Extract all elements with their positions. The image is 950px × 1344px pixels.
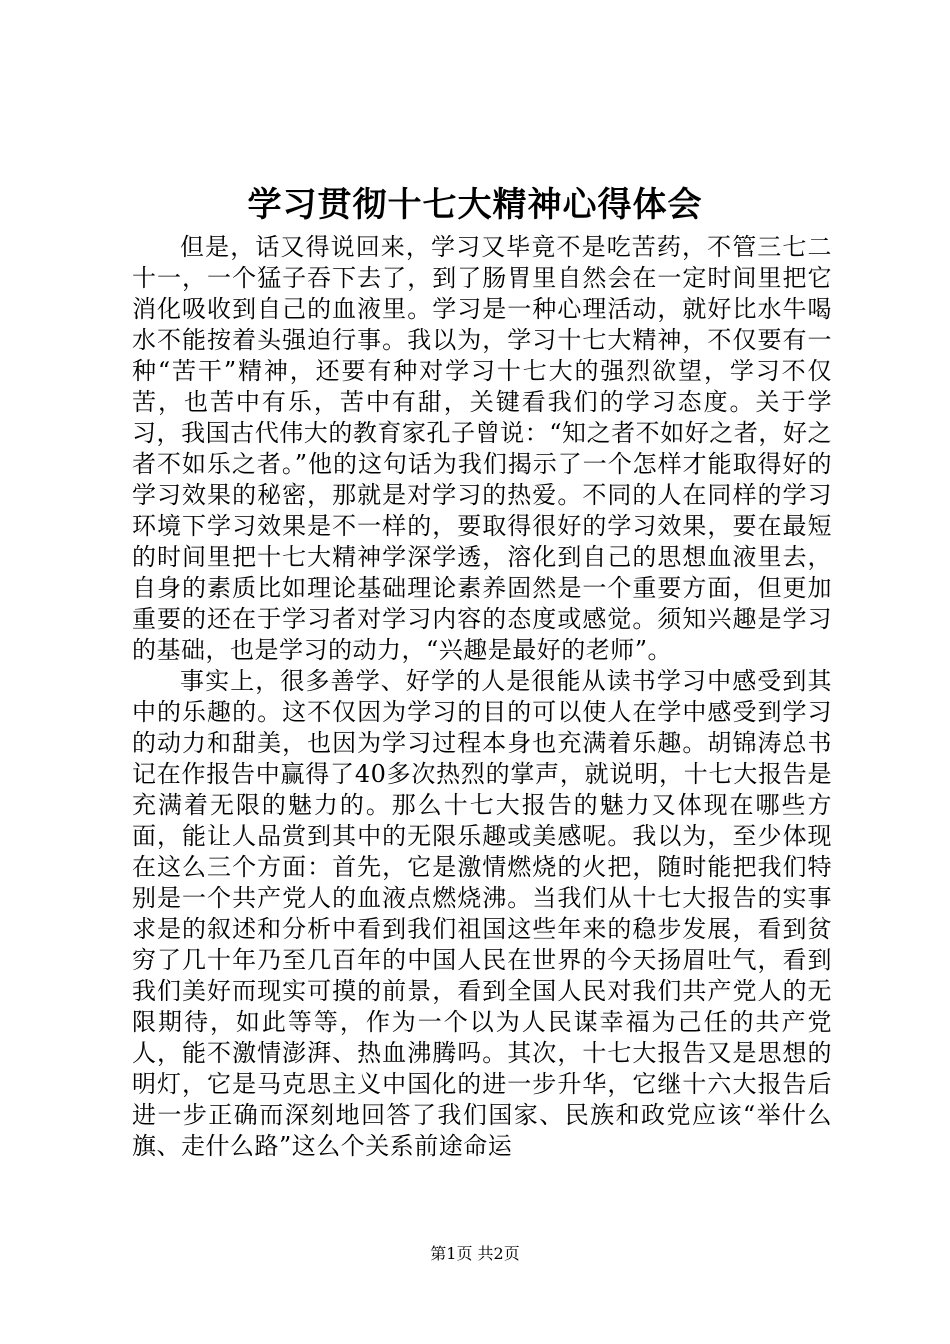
document-body	[132, 232, 832, 1162]
paragraph-2: 事实上，很多善学、好学的人是很能从读书学习中感受到其中的乐趣的。这不仅因为学习的目的可以使人在学中感受到学习的动力和甜美，也因为学习过程本身也充满着乐趣。胡锦涛总书记在作报告中赢得了40多次热烈的掌声，就说明，十七大报告是充满着无限的魅力的。那么十七大报告的魅力又体现在哪些方面，能让人品赏到其中的无限乐趣或美感呢。我以为，至少体现在这么三个方面：首先，它是激情燃烧的火把，随时能把我们特别是一个共产党人的血液点燃烧沸。当我们从十七大报告的实事求是的叙述和分析中看到我们祖国这些年来的稳步发展，看到贫穷了几十年乃至几百年的中国人民在世界的今天扬眉吐气，看到我们美好而现实可摸的前景，看到全国人民对我们共产党人的无限期待，如此等等，作为一个以为人民谋幸福为己任的共产党人，能不激情澎湃、热血沸腾吗。其次，十七大报告又是思想的明灯，它是马克思主义中国化的进一步升华，它继十六大报告后进一步正确而深刻地回答了我们国家、民族和政党应该“举什么旗、走什么路”这么个关系前途命运	[132, 667, 832, 1160]
document-title: 学习贯彻十七大精神心得体会	[247, 185, 703, 225]
paragraph-1: 但是，话又得说回来，学习又毕竟不是吃苦药，不管三七二十一，一个猛子吞下去了，到了肠胃里自然会在一定时间里把它消化吸收到自己的血液里。学习是一种心理活动，就好比水牛喝水不能按着头强迫行事。我以为，学习十七大精神，不仅要有一种“苦干”精神，还要有种对学习十七大的强烈欲望，学习不仅苦，也苦中有乐，苦中有甜，关键看我们的学习态度。关于学习，我国古代伟大的教育家孔子曾说：“知之者不如好之者，好之者不如乐之者。”他的这句话为我们揭示了一个怎样才能取得好的学习效果的秘密，那就是对学习的热爱。不同的人在同样的学习环境下学习效果是不一样的，要取得很好的学习效果，要在最短的时间里把十七大精神学深学透，溶化到自己的思想血液里去，自身的素质比如理论基础理论素养固然是一个重要方面，但更加重要的还在于学习者对学习内容的态度或感觉。须知兴趣是学习的基础，也是学习的动力，“兴趣是最好的老师”。	[132, 233, 832, 664]
page-footer: 第1页 共2页	[430, 1244, 520, 1263]
